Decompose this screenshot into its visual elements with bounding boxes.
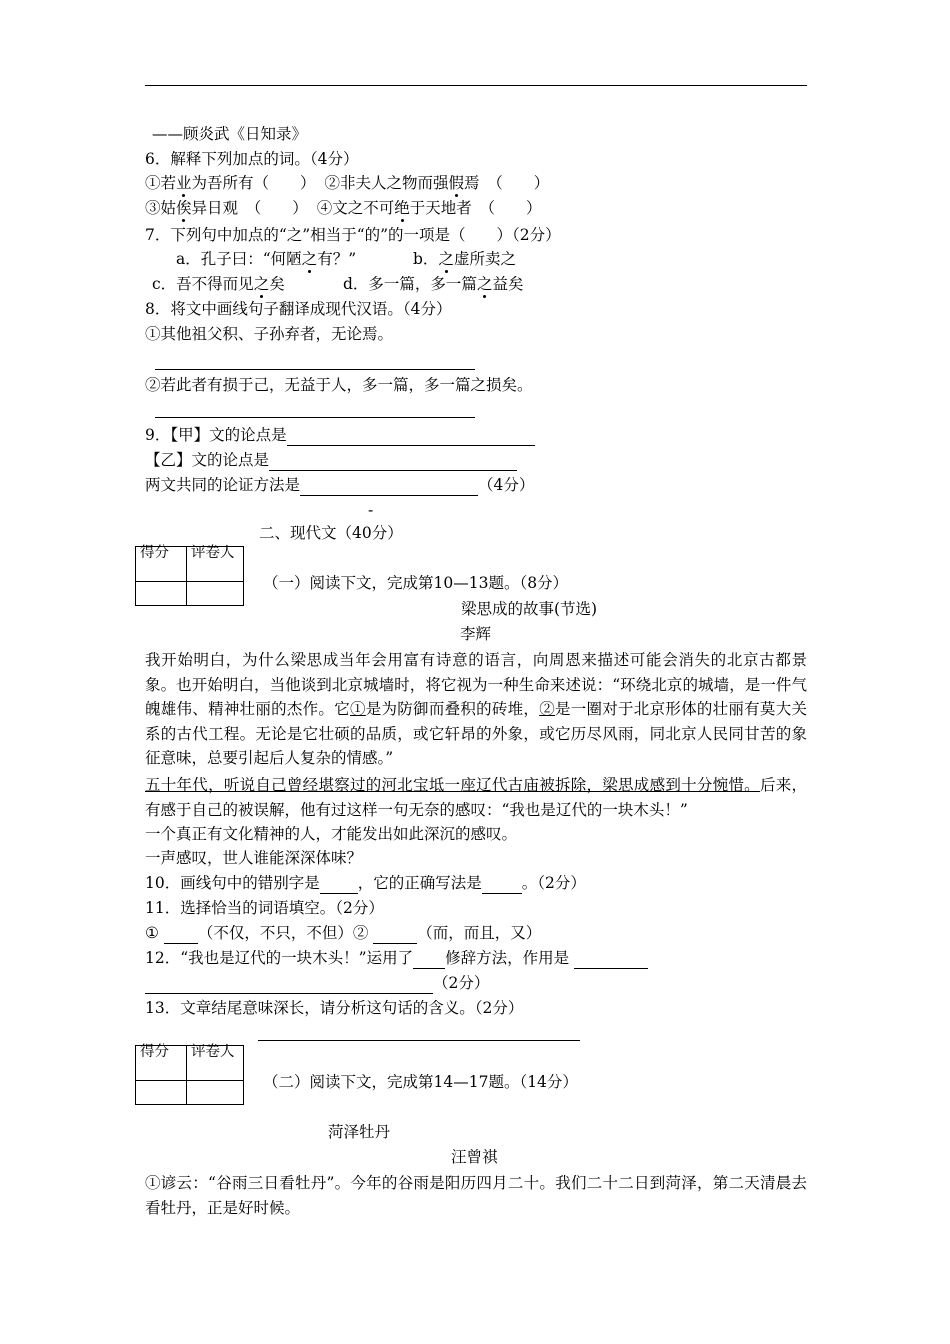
part1-intro: （一）阅读下文，完成第10—13题。（8分） [263, 574, 569, 592]
part2-intro: （二）阅读下文，完成第14—17题。（14分） [263, 1073, 578, 1091]
score-header: 得分 [136, 547, 187, 582]
q8-sentence-1: ①其他祖父积、子孙弃者，无论焉。 [145, 325, 394, 343]
score-cell[interactable] [136, 582, 187, 606]
underlined-sentence: 五十年代，听说自己曾经堪察过的河北宝坻一座辽代古庙被拆除，梁思成感到十分惋惜。 [145, 776, 760, 794]
q9-blank-1[interactable] [287, 427, 535, 446]
blank-2: ② [539, 700, 555, 718]
header-rule [145, 85, 807, 86]
q13-answer-line[interactable] [258, 1040, 580, 1041]
grader-cell[interactable] [187, 582, 244, 606]
q12: 12．“我也是辽代的一块木头！”运用了 修辞方法，作用是 [145, 947, 648, 969]
part1-author: 李辉 [460, 625, 492, 643]
dotted-char: 业 [176, 174, 192, 192]
dotted-char: 假 [448, 174, 465, 192]
part1-paragraph-4: 一声感叹，世人谁能深深体味？ [145, 849, 363, 867]
q9-line-2: 【乙】文的论点是 [145, 449, 517, 471]
q6-stem: 6．解释下列加点的词。（4分） [145, 150, 359, 168]
q9-blank-2[interactable] [269, 452, 517, 471]
dash-mark: - [368, 501, 374, 519]
q11-stem: 11．选择恰当的词语填空。（2分） [145, 899, 384, 917]
grader-header: 评卷人 [187, 547, 244, 582]
q11-blank-2[interactable] [373, 925, 417, 944]
q11-line: ① （不仅，不只，不但）② （而，而且，又） [145, 924, 542, 942]
q12-blank-1[interactable] [413, 950, 445, 969]
q9-line-1: 9．【甲】文的论点是 [145, 424, 535, 446]
part1-paragraph-3: 一个真正有文化精神的人，才能发出如此深沉的感叹。 [145, 825, 518, 843]
part2-title: 菏泽牡丹 [328, 1123, 391, 1141]
q9-line-3: 两文共同的论证方法是 （4分） [145, 476, 535, 494]
q12-blank-3[interactable] [145, 975, 433, 994]
score-table-1 [135, 546, 244, 606]
q10-blank-1[interactable] [320, 875, 358, 894]
blank-1: ① [349, 700, 366, 718]
q7-option-b: b．之虚所卖之 [413, 250, 516, 268]
part1-paragraph-1: 我开始明白，为什么梁思成当年会用富有诗意的语言，向周恩来描述可能会消失的北京古都景象。也开始明白，当他谈到北京城墙时，将它视为一种生命来述说：“环绕北京的城墙，是一件气魄雄伟、精神壮丽的杰作。它①是为防御而叠积的砖堆，②是一圈对于北京形体的壮丽有莫大关系的古代工程。无论是它壮硕的品质，或它轩昂的外象，或它历尽风雨，同北京人民同甘苦的象征意味，总要引起后人复杂的情感。” [145, 651, 807, 767]
q10-blank-2[interactable] [482, 875, 522, 894]
score-cell[interactable] [136, 1081, 187, 1105]
score-table-2 [135, 1045, 244, 1105]
q12-line-2: （2分） [145, 972, 489, 994]
dotted-char: 俟 [176, 199, 192, 217]
score-header: 得分 [136, 1046, 187, 1081]
grader-header: 评卷人 [187, 1046, 244, 1081]
q7-stem: 7．下列句中加点的“之”相当于“的”的一项是（ ）（2分） [145, 226, 561, 244]
q8-answer-line-1[interactable] [155, 369, 475, 370]
q13: 13．文章结尾意味深长，请分析这句话的含义。（2分） [145, 999, 524, 1017]
part2-author: 汪曾祺 [451, 1148, 498, 1166]
q7-option-a: a．孔子曰：“何陋之有？” [176, 250, 357, 268]
q6-row1: ①若业为吾所有（ ） ②非夫人之物而强假焉 （ ） [145, 174, 550, 192]
q8-stem: 8．将文中画线句子翻译成现代汉语。（4分） [145, 300, 452, 318]
grader-cell[interactable] [187, 1081, 244, 1105]
q6-row2: ③姑俟异日观 （ ） ④文之不可绝于天地者 （ ） [145, 199, 542, 217]
q10: 10．画线句中的错别字是 ，它的正确写法是 。（2分） [145, 874, 586, 892]
section-title: 二、现代文（40分） [259, 524, 403, 542]
source-line: ——顾炎武《日知录》 [152, 125, 308, 143]
q7-option-d: d．多一篇，多一篇之益矣 [343, 275, 524, 293]
q12-blank-2[interactable] [574, 950, 648, 969]
part2-paragraph-1: ①谚云：“谷雨三日看牡丹”。今年的谷雨是阳历四月二十。我们二十二日到菏泽，第二天清晨去看牡丹，正是好时候。 [145, 1174, 807, 1217]
part1-paragraph-2: 五十年代，听说自己曾经堪察过的河北宝坻一座辽代古庙被拆除，梁思成感到十分惋惜。后来，有感于自己的被误解，他有过这样一句无奈的感叹：“我也是辽代的一块木头！” [145, 776, 807, 819]
q11-blank-1[interactable] [164, 925, 198, 944]
dotted-char: 绝 [394, 199, 410, 217]
q8-answer-line-2[interactable] [155, 417, 475, 418]
q8-sentence-2: ②若此者有损于己，无益于人，多一篇，多一篇之损矣。 [145, 376, 533, 394]
q9-blank-3[interactable] [300, 477, 478, 496]
q7-option-c: c．吾不得而见之矣 [152, 275, 285, 293]
part1-title: 梁思成的故事(节选) [461, 600, 598, 618]
